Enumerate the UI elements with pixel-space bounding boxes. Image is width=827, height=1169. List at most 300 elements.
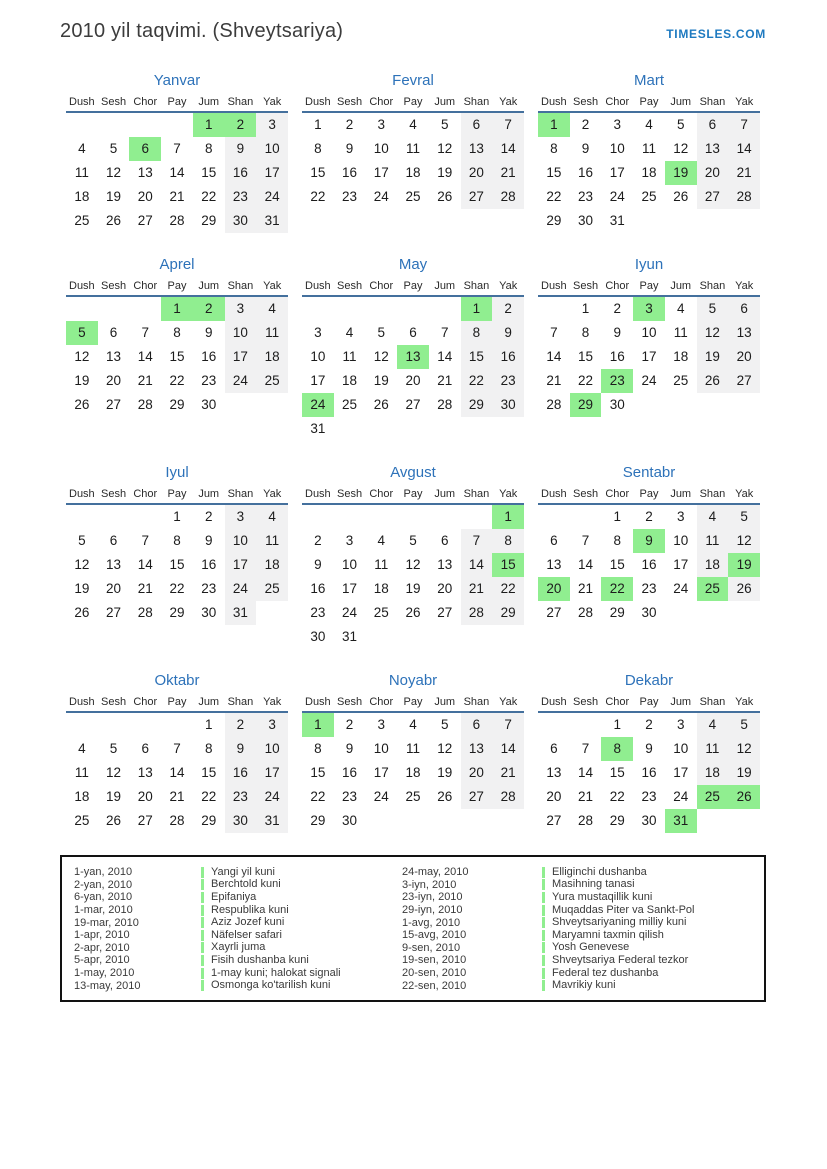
month-days [538, 113, 760, 233]
day-cell: 20 [461, 761, 493, 785]
weekday-label: Pay [167, 488, 187, 500]
day-cell: 3 [613, 117, 622, 132]
weekday-label: Dush [305, 488, 331, 500]
legend-date: 2-apr, 2010 [74, 941, 130, 954]
day-cell: 24 [609, 189, 625, 204]
weekday-label: Dush [305, 96, 331, 108]
day-cell: 13 [728, 321, 760, 345]
day-cell: 20 [546, 789, 562, 804]
empty-cell [397, 505, 429, 529]
calendar-grid [66, 72, 760, 833]
day-cell: 24 [256, 785, 288, 809]
weekday-label: Chor [369, 280, 394, 292]
weekday-header-row [538, 696, 760, 713]
legend-holiday-name: Berchtold kuni [201, 879, 281, 890]
month-noyabr [302, 672, 524, 833]
day-cell: 13 [546, 557, 562, 572]
weekday-label: Dush [69, 96, 95, 108]
weekday-label: Jum [434, 488, 456, 500]
day-cell: 14 [728, 137, 760, 161]
legend-holiday-name: Yosh Genevese [542, 942, 629, 953]
day-cell: 7 [173, 141, 181, 156]
day-cell: 9 [645, 741, 653, 756]
weekday-label: Sesh [337, 96, 363, 108]
month-days [66, 297, 288, 417]
weekday-label: Shan [699, 696, 726, 708]
day-cell: 6 [409, 325, 417, 340]
day-cell: 9 [581, 141, 590, 156]
legend-entry [74, 967, 402, 980]
weekday-label: Pay [403, 280, 423, 292]
day-cell: 20 [437, 581, 453, 596]
legend-date: 13-may, 2010 [74, 979, 141, 992]
empty-cell [697, 809, 729, 833]
month-sentabr [538, 464, 760, 625]
day-cell: 6 [461, 713, 493, 737]
day-cell: 4 [78, 141, 86, 156]
month-title[interactable]: Noyabr [388, 672, 438, 689]
weekday-label: Dush [541, 488, 567, 500]
empty-cell [98, 113, 130, 137]
weekday-label: Chor [369, 696, 394, 708]
day-cell: 31 [665, 809, 697, 833]
day-cell: 18 [256, 345, 288, 369]
empty-cell [334, 297, 366, 321]
legend-holiday-name: Shveytsariya Federal tezkor [542, 955, 688, 966]
day-cell: 28 [546, 397, 562, 412]
weekday-label: Chor [369, 488, 394, 500]
day-cell: 21 [137, 373, 153, 388]
day-cell: 22 [609, 789, 625, 804]
month-title[interactable]: Mart [634, 72, 664, 89]
empty-cell [492, 625, 524, 649]
day-cell: 21 [137, 581, 153, 596]
weekday-label: Pay [167, 96, 187, 108]
day-cell: 20 [106, 373, 122, 388]
legend-entry [402, 942, 764, 955]
day-cell: 20 [137, 789, 153, 804]
legend-holiday-name: Muqaddas Piter va Sankt-Pol [542, 905, 694, 916]
day-cell: 24 [673, 581, 689, 596]
day-cell: 7 [492, 113, 524, 137]
day-cell: 1 [161, 297, 193, 321]
day-cell: 12 [673, 141, 689, 156]
weekday-label: Pay [403, 96, 423, 108]
weekday-label: Pay [639, 488, 659, 500]
day-cell: 24 [673, 789, 689, 804]
empty-cell [161, 713, 193, 737]
day-cell: 3 [377, 717, 386, 732]
day-cell: 14 [492, 737, 524, 761]
empty-cell [129, 113, 161, 137]
day-cell: 26 [373, 397, 389, 412]
day-cell: 30 [578, 213, 594, 228]
month-title[interactable]: Yanvar [153, 72, 201, 89]
day-cell: 3 [225, 297, 257, 321]
legend-column [74, 866, 402, 1000]
legend-holiday-name: Maryamni taxmin qilish [542, 930, 664, 941]
weekday-label: Sesh [573, 696, 599, 708]
day-cell: 28 [137, 397, 153, 412]
day-cell: 18 [373, 581, 389, 596]
weekday-label: Dush [541, 280, 567, 292]
day-cell: 27 [461, 785, 493, 809]
empty-cell [633, 393, 665, 417]
day-cell: 17 [673, 557, 689, 572]
month-title[interactable]: Fevral [392, 72, 434, 89]
empty-cell [256, 393, 288, 417]
day-cell: 20 [697, 161, 729, 185]
legend-entry [402, 979, 764, 992]
day-cell: 30 [310, 629, 326, 644]
empty-cell [538, 297, 570, 321]
day-cell: 11 [697, 737, 729, 761]
empty-cell [697, 393, 729, 417]
day-cell: 16 [578, 165, 594, 180]
empty-cell [665, 601, 697, 625]
legend-entry [402, 866, 764, 879]
weekday-label: Chor [133, 280, 158, 292]
legend-date: 2-yan, 2010 [74, 878, 133, 891]
day-cell: 3 [377, 117, 386, 132]
day-cell: 24 [373, 789, 389, 804]
day-cell: 3 [345, 533, 354, 548]
day-cell: 5 [109, 741, 118, 756]
day-cell: 14 [578, 557, 594, 572]
weekday-header-row [538, 96, 760, 113]
day-cell: 30 [609, 397, 625, 412]
day-cell: 27 [546, 605, 562, 620]
day-cell: 2 [345, 117, 354, 132]
day-cell: 27 [697, 185, 729, 209]
day-cell: 9 [204, 533, 213, 548]
legend-holiday-name: Mavrikiy kuni [542, 980, 616, 991]
day-cell: 6 [550, 533, 558, 548]
empty-cell [728, 209, 760, 233]
month-title[interactable]: Iyul [165, 464, 189, 481]
month-dekabr [538, 672, 760, 833]
day-cell: 22 [169, 581, 185, 596]
legend-entry [402, 904, 764, 917]
day-cell: 6 [461, 113, 493, 137]
day-cell: 10 [342, 557, 358, 572]
month-days [66, 505, 288, 625]
day-cell: 26 [728, 577, 760, 601]
day-cell: 10 [310, 349, 326, 364]
day-cell: 19 [74, 581, 90, 596]
day-cell: 21 [492, 761, 524, 785]
day-cell: 24 [373, 189, 389, 204]
day-cell: 13 [697, 137, 729, 161]
day-cell: 29 [492, 601, 524, 625]
weekday-label: Jum [670, 488, 692, 500]
weekday-label: Shan [699, 96, 726, 108]
day-cell: 11 [256, 529, 288, 553]
empty-cell [461, 505, 493, 529]
day-cell: 15 [609, 765, 625, 780]
day-cell: 12 [437, 141, 453, 156]
weekday-label: Shan [463, 96, 490, 108]
empty-cell [129, 505, 161, 529]
empty-cell [98, 505, 130, 529]
day-cell: 30 [492, 393, 524, 417]
day-cell: 28 [578, 813, 594, 828]
legend-entry [74, 866, 402, 879]
legend-holiday-name: Aziz Jozef kuni [201, 917, 284, 928]
legend-entry [74, 979, 402, 992]
day-cell: 16 [342, 165, 358, 180]
day-cell: 25 [256, 369, 288, 393]
day-cell: 21 [728, 161, 760, 185]
day-cell: 16 [609, 349, 625, 364]
empty-cell [728, 393, 760, 417]
empty-cell [461, 625, 493, 649]
day-cell: 16 [492, 345, 524, 369]
day-cell: 4 [676, 301, 685, 316]
day-cell: 4 [409, 717, 417, 732]
month-title[interactable]: Avgust [390, 464, 436, 481]
day-cell: 1 [581, 301, 590, 316]
legend-entry [74, 904, 402, 917]
day-cell: 24 [302, 393, 334, 417]
legend-date: 1-avg, 2010 [402, 916, 461, 929]
day-cell: 28 [492, 785, 524, 809]
legend-entry [74, 891, 402, 904]
weekday-label: Yak [735, 696, 754, 708]
weekday-label: Shan [227, 696, 254, 708]
day-cell: 22 [461, 369, 493, 393]
month-title[interactable]: Aprel [159, 256, 195, 273]
weekday-header-row [66, 96, 288, 113]
empty-cell [538, 713, 570, 737]
day-cell: 29 [609, 605, 625, 620]
day-cell: 22 [201, 189, 217, 204]
empty-cell [429, 505, 461, 529]
day-cell: 21 [169, 789, 185, 804]
day-cell: 28 [492, 185, 524, 209]
day-cell: 26 [74, 397, 90, 412]
legend-date: 22-sen, 2010 [402, 979, 467, 992]
day-cell: 20 [538, 577, 570, 601]
day-cell: 2 [225, 113, 257, 137]
weekday-label: Pay [167, 696, 187, 708]
day-cell: 13 [106, 557, 122, 572]
day-cell: 16 [225, 761, 257, 785]
month-title[interactable]: Sentabr [622, 464, 676, 481]
weekday-label: Sesh [337, 488, 363, 500]
weekday-label: Jum [670, 696, 692, 708]
day-cell: 11 [74, 765, 89, 780]
legend-date: 1-mar, 2010 [74, 904, 133, 917]
weekday-header-row [66, 488, 288, 505]
weekday-label: Shan [227, 96, 254, 108]
day-cell: 24 [641, 373, 657, 388]
month-title[interactable]: Iyun [634, 256, 664, 273]
month-days [302, 713, 524, 833]
legend-holiday-name: 1-may kuni; halokat signali [201, 968, 341, 979]
day-cell: 29 [169, 605, 185, 620]
day-cell: 4 [645, 117, 653, 132]
day-cell: 31 [609, 213, 625, 228]
weekday-label: Yak [499, 488, 518, 500]
day-cell: 7 [461, 529, 493, 553]
day-cell: 26 [697, 369, 729, 393]
day-cell: 1 [193, 113, 225, 137]
day-cell: 24 [225, 577, 257, 601]
weekday-label: Chor [605, 488, 630, 500]
day-cell: 29 [609, 813, 625, 828]
day-cell: 12 [437, 741, 453, 756]
weekday-label: Shan [699, 280, 726, 292]
day-cell: 7 [492, 713, 524, 737]
day-cell: 4 [409, 117, 417, 132]
day-cell: 12 [106, 765, 122, 780]
weekday-label: Chor [133, 96, 158, 108]
weekday-label: Chor [369, 96, 394, 108]
weekday-label: Sesh [101, 696, 127, 708]
day-cell: 28 [169, 213, 185, 228]
day-cell: 21 [578, 789, 594, 804]
day-cell: 19 [728, 761, 760, 785]
day-cell: 21 [492, 161, 524, 185]
empty-cell [429, 625, 461, 649]
day-cell: 14 [169, 165, 185, 180]
day-cell: 5 [440, 717, 449, 732]
day-cell: 22 [492, 577, 524, 601]
day-cell: 10 [673, 741, 689, 756]
weekday-label: Shan [463, 488, 490, 500]
weekday-label: Yak [499, 696, 518, 708]
month-title[interactable]: Oktabr [154, 672, 200, 689]
day-cell: 26 [673, 189, 689, 204]
day-cell: 17 [373, 165, 389, 180]
day-cell: 19 [665, 161, 697, 185]
day-cell: 28 [437, 397, 453, 412]
day-cell: 14 [169, 765, 185, 780]
day-cell: 14 [137, 557, 153, 572]
legend-date: 24-may, 2010 [402, 866, 469, 879]
weekday-label: Dush [305, 696, 331, 708]
day-cell: 28 [169, 813, 185, 828]
day-cell: 7 [440, 325, 449, 340]
day-cell: 18 [697, 553, 729, 577]
day-cell: 7 [581, 741, 590, 756]
empty-cell [334, 417, 366, 441]
day-cell: 14 [492, 137, 524, 161]
day-cell: 1 [302, 713, 334, 737]
day-cell: 15 [310, 165, 326, 180]
day-cell: 9 [225, 137, 257, 161]
weekday-label: Pay [167, 280, 187, 292]
empty-cell [397, 809, 429, 833]
day-cell: 19 [106, 789, 122, 804]
weekday-label: Jum [670, 96, 692, 108]
day-cell: 23 [641, 789, 657, 804]
weekday-label: Yak [263, 280, 282, 292]
day-cell: 15 [169, 349, 185, 364]
day-cell: 14 [437, 349, 453, 364]
day-cell: 23 [601, 369, 633, 393]
day-cell: 9 [345, 741, 354, 756]
site-link[interactable]: TIMESLES.COM [666, 27, 766, 41]
weekday-label: Dush [541, 96, 567, 108]
month-avgust [302, 464, 524, 649]
legend-box [60, 855, 766, 1002]
empty-cell [98, 713, 130, 737]
day-cell: 30 [225, 809, 257, 833]
empty-cell [492, 417, 524, 441]
day-cell: 9 [345, 141, 354, 156]
day-cell: 8 [550, 141, 558, 156]
day-cell: 10 [256, 737, 288, 761]
weekday-label: Yak [735, 488, 754, 500]
day-cell: 26 [437, 189, 453, 204]
day-cell: 1 [613, 509, 622, 524]
legend-holiday-name: Osmonga ko'tarilish kuni [201, 980, 331, 991]
day-cell: 30 [641, 605, 657, 620]
day-cell: 21 [546, 373, 562, 388]
empty-cell [365, 809, 397, 833]
day-cell: 7 [173, 741, 181, 756]
day-cell: 8 [204, 741, 213, 756]
day-cell: 7 [728, 113, 760, 137]
legend-date: 1-may, 2010 [74, 967, 135, 980]
day-cell: 8 [204, 141, 213, 156]
month-days [538, 713, 760, 833]
month-days [538, 505, 760, 625]
day-cell: 1 [204, 717, 213, 732]
legend-holiday-name: Epifaniya [201, 892, 256, 903]
day-cell: 15 [169, 557, 185, 572]
legend-date: 23-iyn, 2010 [402, 891, 463, 904]
weekday-label: Shan [463, 696, 490, 708]
day-cell: 29 [201, 213, 217, 228]
day-cell: 8 [173, 325, 181, 340]
day-cell: 10 [225, 321, 257, 345]
day-cell: 3 [225, 505, 257, 529]
day-cell: 8 [314, 141, 322, 156]
day-cell: 8 [461, 321, 493, 345]
day-cell: 19 [697, 345, 729, 369]
weekday-label: Chor [605, 696, 630, 708]
day-cell: 22 [578, 373, 594, 388]
empty-cell [256, 601, 288, 625]
day-cell: 10 [373, 741, 389, 756]
day-cell: 2 [645, 509, 653, 524]
day-cell: 6 [697, 113, 729, 137]
day-cell: 26 [106, 213, 122, 228]
month-title[interactable]: Dekabr [624, 672, 674, 689]
legend-entry [402, 879, 764, 892]
month-title[interactable]: May [398, 256, 428, 273]
weekday-label: Sesh [573, 280, 599, 292]
day-cell: 3 [676, 509, 685, 524]
day-cell: 20 [728, 345, 760, 369]
day-cell: 29 [310, 813, 326, 828]
day-cell: 10 [641, 325, 657, 340]
weekday-label: Yak [735, 280, 754, 292]
empty-cell [302, 505, 334, 529]
day-cell: 22 [201, 789, 217, 804]
day-cell: 2 [613, 301, 622, 316]
day-cell: 9 [613, 325, 622, 340]
day-cell: 16 [310, 581, 326, 596]
weekday-header-row [538, 280, 760, 297]
day-cell: 19 [106, 189, 122, 204]
day-cell: 18 [74, 189, 90, 204]
day-cell: 23 [641, 581, 657, 596]
day-cell: 26 [728, 785, 760, 809]
